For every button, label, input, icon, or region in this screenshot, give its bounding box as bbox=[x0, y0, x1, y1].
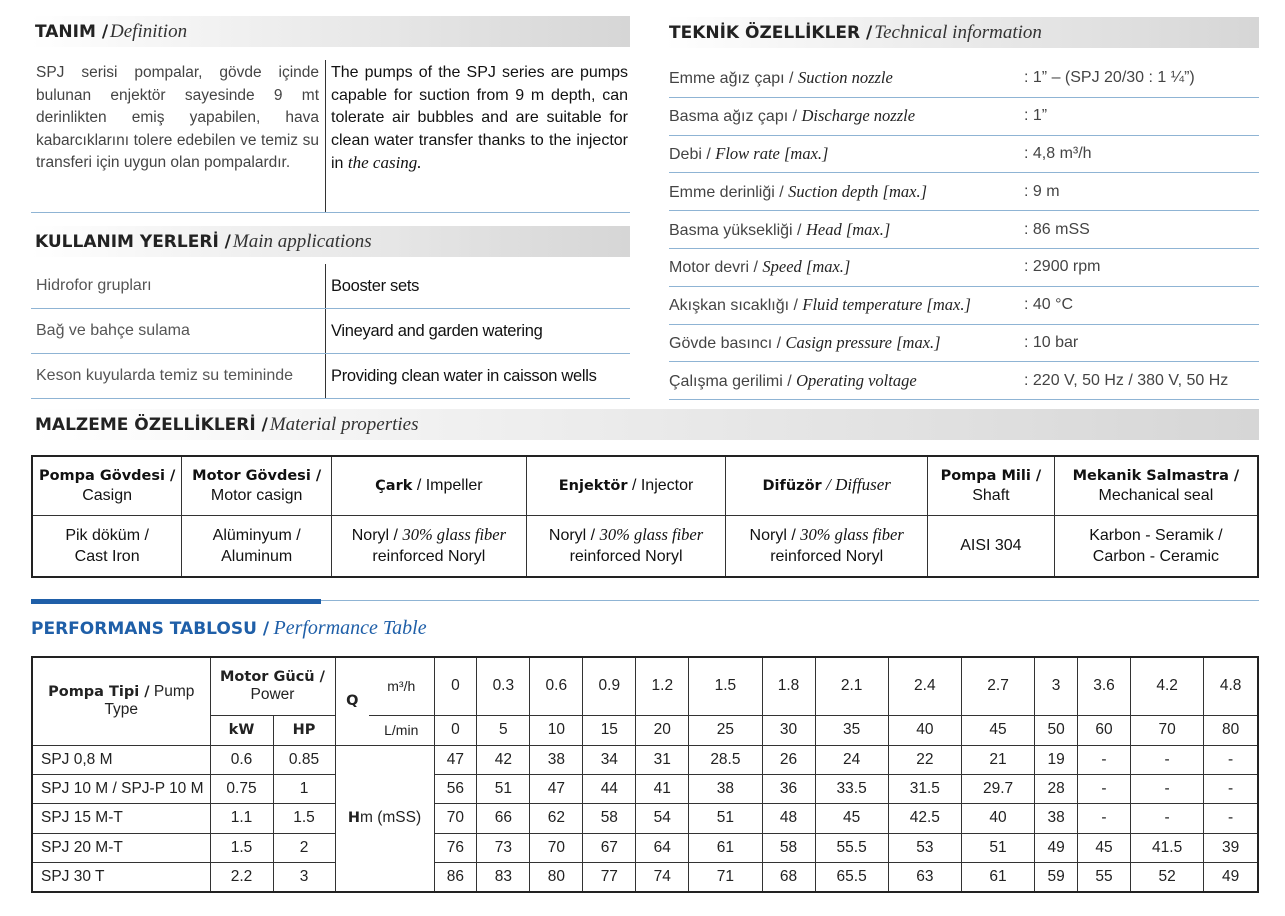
hp-header-text: HP bbox=[292, 722, 316, 738]
head-value-cell: 76 bbox=[434, 833, 477, 862]
materials-header-row bbox=[32, 456, 1258, 515]
technical-row bbox=[669, 98, 1259, 136]
flow-m3h-cell: 1.8 bbox=[762, 657, 815, 715]
technical-heading bbox=[665, 17, 1259, 48]
head-value-cell: 86 bbox=[434, 863, 477, 892]
application-en: Booster sets bbox=[331, 276, 420, 295]
pump-type-header-en: Pump Type bbox=[104, 683, 195, 719]
technical-value: : 1” bbox=[1024, 107, 1048, 125]
performance-row bbox=[32, 745, 1258, 774]
technical-label-en: Suction nozzle bbox=[797, 68, 893, 88]
head-value-cell: 51 bbox=[961, 833, 1034, 862]
head-value-cell: - bbox=[1131, 745, 1204, 774]
technical-label bbox=[669, 144, 1024, 164]
technical-label-en: Operating voltage bbox=[796, 370, 917, 390]
application-en: Vineyard and garden watering bbox=[331, 321, 543, 340]
flow-m3h-cell: 2.1 bbox=[815, 657, 888, 715]
head-value-cell: 61 bbox=[689, 833, 762, 862]
head-value-cell: 74 bbox=[636, 863, 689, 892]
technical-label-en: Casign pressure [max.] bbox=[785, 332, 941, 352]
head-value-cell: - bbox=[1078, 774, 1131, 803]
material-header-en: / Diffuser bbox=[826, 475, 891, 495]
technical-row bbox=[669, 60, 1259, 98]
technical-list bbox=[669, 60, 1259, 400]
performance-heading-tr: PERFORMANS TABLOSU / bbox=[31, 619, 270, 639]
performance-row bbox=[32, 863, 1258, 892]
material-value-line: 30% glass fiber bbox=[800, 525, 904, 545]
material-header-en: Shaft bbox=[972, 486, 1010, 504]
head-value-cell: 55 bbox=[1078, 863, 1131, 892]
kw-cell: 2.2 bbox=[210, 863, 273, 892]
performance-row bbox=[32, 833, 1258, 862]
performance-heading bbox=[31, 617, 427, 640]
technical-label-tr: Gövde basıncı / bbox=[669, 334, 782, 352]
flow-m3h-cell: 3.6 bbox=[1078, 657, 1131, 715]
head-value-cell: 62 bbox=[530, 804, 583, 833]
head-value-cell: 45 bbox=[815, 804, 888, 833]
application-tr: Keson kuyularda temiz su temininde bbox=[31, 354, 326, 398]
pump-name-cell: SPJ 0,8 M bbox=[32, 745, 210, 774]
head-value-cell: 64 bbox=[636, 833, 689, 862]
head-value-cell: 80 bbox=[530, 863, 583, 892]
application-row bbox=[31, 354, 630, 399]
head-value-cell: 33.5 bbox=[815, 774, 888, 803]
technical-label-en: Speed [max.] bbox=[762, 257, 851, 277]
head-value-cell: 19 bbox=[1035, 745, 1078, 774]
head-value-cell: 36 bbox=[762, 774, 815, 803]
performance-heading-en: Performance Table bbox=[273, 617, 427, 639]
head-value-cell: 49 bbox=[1035, 833, 1078, 862]
definition-text-en-tail: the casing. bbox=[347, 153, 422, 173]
flow-m3h-cell: 2.4 bbox=[888, 657, 961, 715]
head-value-cell: 34 bbox=[583, 745, 636, 774]
flow-lmin-cell: 5 bbox=[477, 715, 530, 745]
applications-list bbox=[31, 264, 630, 399]
material-header-tr: Pompa Gövdesi / bbox=[38, 467, 176, 484]
flow-lmin-cell: 15 bbox=[583, 715, 636, 745]
technical-value: : 86 mSS bbox=[1024, 220, 1090, 238]
technical-label bbox=[669, 182, 1024, 202]
head-value-cell: 58 bbox=[762, 833, 815, 862]
material-value-line: Noryl / bbox=[548, 527, 596, 545]
flow-m3h-cell: 4.2 bbox=[1131, 657, 1204, 715]
material-header-en: Mechanical seal bbox=[1098, 486, 1214, 504]
head-value-cell: 40 bbox=[961, 804, 1034, 833]
technical-label-en: Head [max.] bbox=[805, 219, 891, 239]
pump-type-header-tr: Pompa Tipi / bbox=[48, 684, 150, 701]
head-value-cell: 44 bbox=[583, 774, 636, 803]
material-value-diffuser bbox=[726, 515, 928, 577]
material-value-line: AISI 304 bbox=[960, 537, 1022, 555]
material-value-line: Carbon - Ceramic bbox=[1092, 547, 1220, 565]
head-value-cell: 22 bbox=[888, 745, 961, 774]
head-value-cell: 21 bbox=[961, 745, 1034, 774]
material-value-line: Pik döküm / bbox=[65, 526, 149, 544]
material-header-motor-casing bbox=[182, 456, 332, 515]
head-value-cell: 66 bbox=[477, 804, 530, 833]
kw-cell: 1.5 bbox=[210, 833, 273, 862]
head-value-cell: 67 bbox=[583, 833, 636, 862]
material-value-line: Noryl / bbox=[351, 527, 398, 545]
head-value-cell: - bbox=[1131, 774, 1204, 803]
technical-row bbox=[669, 325, 1259, 363]
application-row bbox=[31, 309, 630, 354]
material-value-line: Karbon - Seramik / bbox=[1089, 526, 1223, 544]
q-label-text: Q bbox=[346, 693, 359, 710]
material-header-impeller bbox=[332, 456, 527, 515]
pump-name-cell: SPJ 30 T bbox=[32, 863, 210, 892]
performance-table bbox=[31, 656, 1259, 893]
head-value-cell: 42 bbox=[477, 745, 530, 774]
head-value-cell: 39 bbox=[1204, 833, 1258, 862]
material-header-en: Casign bbox=[82, 486, 133, 504]
flow-lmin-cell: 25 bbox=[689, 715, 762, 745]
technical-value: : 220 V, 50 Hz / 380 V, 50 Hz bbox=[1024, 371, 1229, 389]
technical-row bbox=[669, 362, 1259, 400]
technical-label-tr: Basma yüksekliği / bbox=[669, 221, 802, 239]
head-value-cell: 38 bbox=[689, 774, 762, 803]
applications-heading bbox=[31, 226, 630, 257]
materials-value-row bbox=[32, 515, 1258, 577]
head-value-cell: 42.5 bbox=[888, 804, 961, 833]
head-value-cell: 63 bbox=[888, 863, 961, 892]
technical-label bbox=[669, 371, 1024, 391]
flow-m3h-cell: 0.9 bbox=[583, 657, 636, 715]
performance-row bbox=[32, 774, 1258, 803]
motor-power-header bbox=[210, 657, 335, 715]
accent-bar bbox=[31, 599, 321, 604]
hp-header bbox=[273, 715, 335, 745]
performance-row bbox=[32, 804, 1258, 833]
technical-label-tr: Basma ağız çapı / bbox=[669, 108, 798, 126]
technical-value: : 9 m bbox=[1024, 182, 1060, 200]
head-value-cell: 55.5 bbox=[815, 833, 888, 862]
head-value-cell: - bbox=[1204, 804, 1258, 833]
material-value-line: 30% glass fiber bbox=[599, 525, 704, 545]
head-value-cell: 83 bbox=[477, 863, 530, 892]
head-value-cell: 65.5 bbox=[815, 863, 888, 892]
head-value-cell: 61 bbox=[961, 863, 1034, 892]
head-value-cell: 53 bbox=[888, 833, 961, 862]
unit-m3h: m³/h bbox=[369, 657, 434, 715]
kw-cell: 0.75 bbox=[210, 774, 273, 803]
head-label-bold: H bbox=[347, 810, 360, 827]
head-value-cell: 26 bbox=[762, 745, 815, 774]
head-value-cell: - bbox=[1204, 745, 1258, 774]
flow-lmin-cell: 0 bbox=[434, 715, 477, 745]
head-value-cell: 59 bbox=[1035, 863, 1078, 892]
material-value-line: 30% glass fiber bbox=[402, 525, 507, 545]
material-header-en: / Injector bbox=[631, 476, 694, 494]
technical-row bbox=[669, 211, 1259, 249]
head-value-cell: 41.5 bbox=[1131, 833, 1204, 862]
technical-label bbox=[669, 220, 1024, 240]
head-value-cell: 73 bbox=[477, 833, 530, 862]
material-header-en: / Impeller bbox=[416, 476, 483, 494]
technical-label-tr: Çalışma gerilimi / bbox=[669, 372, 792, 390]
material-header-seal bbox=[1054, 456, 1258, 515]
head-value-cell: 47 bbox=[434, 745, 477, 774]
technical-label bbox=[669, 333, 1024, 353]
flow-lmin-cell: 40 bbox=[888, 715, 961, 745]
definition-text-en-main: The pumps of the SPJ series are pumps capable for suction from 9 m depth, can tolerate air bubbles and are suitable for clean water transfer thanks to the injector in bbox=[331, 64, 628, 173]
head-label-cell bbox=[335, 745, 434, 892]
flow-lmin-cell: 20 bbox=[636, 715, 689, 745]
flow-m3h-cell: 0 bbox=[434, 657, 477, 715]
kw-cell: 1.1 bbox=[210, 804, 273, 833]
flow-m3h-cell: 0.3 bbox=[477, 657, 530, 715]
material-value-impeller bbox=[332, 515, 527, 577]
flow-lmin-cell: 10 bbox=[530, 715, 583, 745]
material-header-diffuser bbox=[726, 456, 928, 515]
application-row bbox=[31, 264, 630, 309]
material-value-motor-casing bbox=[182, 515, 332, 577]
technical-row bbox=[669, 173, 1259, 211]
head-value-cell: 51 bbox=[689, 804, 762, 833]
technical-value: : 4,8 m³/h bbox=[1024, 144, 1092, 162]
head-value-cell: 58 bbox=[583, 804, 636, 833]
head-value-cell: 70 bbox=[434, 804, 477, 833]
performance-header-row-lmin bbox=[32, 715, 1258, 745]
head-value-cell: 54 bbox=[636, 804, 689, 833]
kw-cell: 0.6 bbox=[210, 745, 273, 774]
pump-name-cell: SPJ 20 M-T bbox=[32, 833, 210, 862]
material-header-tr: Difüzör bbox=[762, 478, 822, 495]
technical-label bbox=[669, 68, 1024, 88]
applications-heading-tr: KULLANIM YERLERİ / bbox=[35, 231, 231, 252]
motor-power-header-tr: Motor Gücü / bbox=[220, 669, 325, 686]
hp-cell: 1 bbox=[273, 774, 335, 803]
flow-m3h-cell: 3 bbox=[1035, 657, 1078, 715]
q-label bbox=[335, 657, 369, 745]
head-value-cell: 52 bbox=[1131, 863, 1204, 892]
technical-label-tr: Debi / bbox=[669, 145, 711, 163]
technical-label-tr: Motor devri / bbox=[669, 259, 758, 277]
head-value-cell: 51 bbox=[477, 774, 530, 803]
technical-label bbox=[669, 257, 1024, 277]
material-value-seal bbox=[1054, 515, 1258, 577]
performance-header-row-m3h bbox=[32, 657, 1258, 715]
head-value-cell: 38 bbox=[530, 745, 583, 774]
material-value-line: reinforced Noryl bbox=[770, 548, 884, 566]
pump-name-cell: SPJ 15 M-T bbox=[32, 804, 210, 833]
pump-type-header bbox=[32, 657, 210, 745]
head-label-unit: m (mSS) bbox=[360, 809, 422, 827]
material-header-tr: Mekanik Salmastra / bbox=[1072, 467, 1240, 484]
material-value-line: reinforced Noryl bbox=[372, 548, 486, 566]
definition-heading-tr: TANIM / bbox=[35, 21, 109, 42]
technical-label-tr: Akışkan sıcaklığı / bbox=[669, 297, 798, 315]
head-value-cell: 29.7 bbox=[961, 774, 1034, 803]
material-value-line: Alüminyum / bbox=[212, 526, 301, 544]
hp-cell: 0.85 bbox=[273, 745, 335, 774]
technical-label bbox=[669, 106, 1024, 126]
flow-lmin-cell: 70 bbox=[1131, 715, 1204, 745]
technical-label-en: Discharge nozzle bbox=[801, 106, 916, 126]
head-value-cell: 70 bbox=[530, 833, 583, 862]
material-header-tr: Çark bbox=[375, 477, 413, 494]
technical-row bbox=[669, 136, 1259, 174]
material-value-injector bbox=[526, 515, 726, 577]
head-value-cell: 45 bbox=[1078, 833, 1131, 862]
head-value-cell: 56 bbox=[434, 774, 477, 803]
materials-heading bbox=[31, 409, 1259, 440]
definition-text-tr: SPJ serisi pompalar, gövde içinde bulunan enjektör sayesinde 9 mt derinlikten emiş yapabilen, hava kabarcıklarını tolere edebilen ve temiz su transferi için uygun olan pompalardır. bbox=[31, 60, 326, 212]
flow-m3h-cell: 1.2 bbox=[636, 657, 689, 715]
flow-lmin-cell: 60 bbox=[1078, 715, 1131, 745]
definition-text-en bbox=[326, 60, 630, 212]
flow-lmin-cell: 30 bbox=[762, 715, 815, 745]
flow-m3h-cell: 1.5 bbox=[689, 657, 762, 715]
head-value-cell: 28 bbox=[1035, 774, 1078, 803]
material-value-shaft bbox=[928, 515, 1055, 577]
material-value-line: Noryl / bbox=[749, 527, 796, 545]
definition-heading bbox=[31, 16, 630, 47]
technical-label-en: Fluid temperature [max.] bbox=[802, 295, 971, 315]
material-value-casing bbox=[32, 515, 182, 577]
technical-value: : 2900 rpm bbox=[1024, 258, 1101, 276]
application-tr: Hidrofor grupları bbox=[31, 264, 326, 308]
kw-header bbox=[210, 715, 273, 745]
material-header-casing bbox=[32, 456, 182, 515]
technical-value: : 10 bar bbox=[1024, 333, 1079, 351]
kw-header-text: kW bbox=[228, 722, 255, 738]
head-value-cell: 77 bbox=[583, 863, 636, 892]
technical-heading-en: Technical information bbox=[874, 21, 1042, 43]
materials-heading-tr: MALZEME ÖZELLİKLERİ / bbox=[35, 414, 268, 435]
head-value-cell: - bbox=[1204, 774, 1258, 803]
head-value-cell: 49 bbox=[1204, 863, 1258, 892]
material-header-en: Motor casign bbox=[210, 486, 303, 504]
head-value-cell: - bbox=[1078, 745, 1131, 774]
head-value-cell: 38 bbox=[1035, 804, 1078, 833]
head-value-cell: 28.5 bbox=[689, 745, 762, 774]
flow-m3h-cell: 2.7 bbox=[961, 657, 1034, 715]
material-header-shaft bbox=[928, 456, 1055, 515]
motor-power-header-en: Power bbox=[250, 686, 295, 704]
application-en: Providing clean water in caisson wells bbox=[331, 366, 597, 385]
head-value-cell: 71 bbox=[689, 863, 762, 892]
head-value-cell: 48 bbox=[762, 804, 815, 833]
flow-lmin-cell: 80 bbox=[1204, 715, 1258, 745]
head-value-cell: 41 bbox=[636, 774, 689, 803]
technical-heading-tr: TEKNİK ÖZELLİKLER / bbox=[669, 22, 873, 43]
material-value-line: Aluminum bbox=[221, 547, 293, 565]
material-header-tr: Enjektör bbox=[558, 477, 628, 494]
hp-cell: 1.5 bbox=[273, 804, 335, 833]
technical-value: : 1” – (SPJ 20/30 : 1 ¼”) bbox=[1024, 69, 1195, 87]
technical-value: : 40 °C bbox=[1024, 296, 1074, 314]
material-header-tr: Pompa Mili / bbox=[940, 467, 1042, 484]
definition-heading-en: Definition bbox=[110, 20, 188, 42]
application-tr: Bağ ve bahçe sulama bbox=[31, 309, 326, 353]
head-value-cell: 47 bbox=[530, 774, 583, 803]
hp-cell: 2 bbox=[273, 833, 335, 862]
flow-m3h-cell: 0.6 bbox=[530, 657, 583, 715]
material-header-tr: Motor Gövdesi / bbox=[192, 467, 322, 484]
definition-block bbox=[31, 60, 630, 213]
head-value-cell: - bbox=[1078, 804, 1131, 833]
materials-heading-en: Material properties bbox=[269, 413, 419, 435]
head-value-cell: 31.5 bbox=[888, 774, 961, 803]
materials-table bbox=[31, 455, 1259, 578]
technical-row bbox=[669, 249, 1259, 287]
head-value-cell: 31 bbox=[636, 745, 689, 774]
technical-label-en: Flow rate [max.] bbox=[715, 143, 829, 163]
flow-lmin-cell: 45 bbox=[961, 715, 1034, 745]
pump-name-cell: SPJ 10 M / SPJ-P 10 M bbox=[32, 774, 210, 803]
technical-row bbox=[669, 287, 1259, 325]
material-value-line: reinforced Noryl bbox=[569, 548, 683, 566]
flow-m3h-cell: 4.8 bbox=[1204, 657, 1258, 715]
technical-label-tr: Emme ağız çapı / bbox=[669, 70, 794, 88]
head-value-cell: - bbox=[1131, 804, 1204, 833]
material-header-injector bbox=[526, 456, 726, 515]
applications-heading-en: Main applications bbox=[232, 230, 372, 252]
flow-lmin-cell: 35 bbox=[815, 715, 888, 745]
unit-lmin: L/min bbox=[369, 715, 434, 745]
technical-label-tr: Emme derinliği / bbox=[669, 183, 784, 201]
technical-label bbox=[669, 295, 1024, 315]
material-value-line: Cast Iron bbox=[74, 547, 140, 565]
head-value-cell: 68 bbox=[762, 863, 815, 892]
technical-label-en: Suction depth [max.] bbox=[788, 181, 928, 201]
hp-cell: 3 bbox=[273, 863, 335, 892]
head-value-cell: 24 bbox=[815, 745, 888, 774]
flow-lmin-cell: 50 bbox=[1035, 715, 1078, 745]
